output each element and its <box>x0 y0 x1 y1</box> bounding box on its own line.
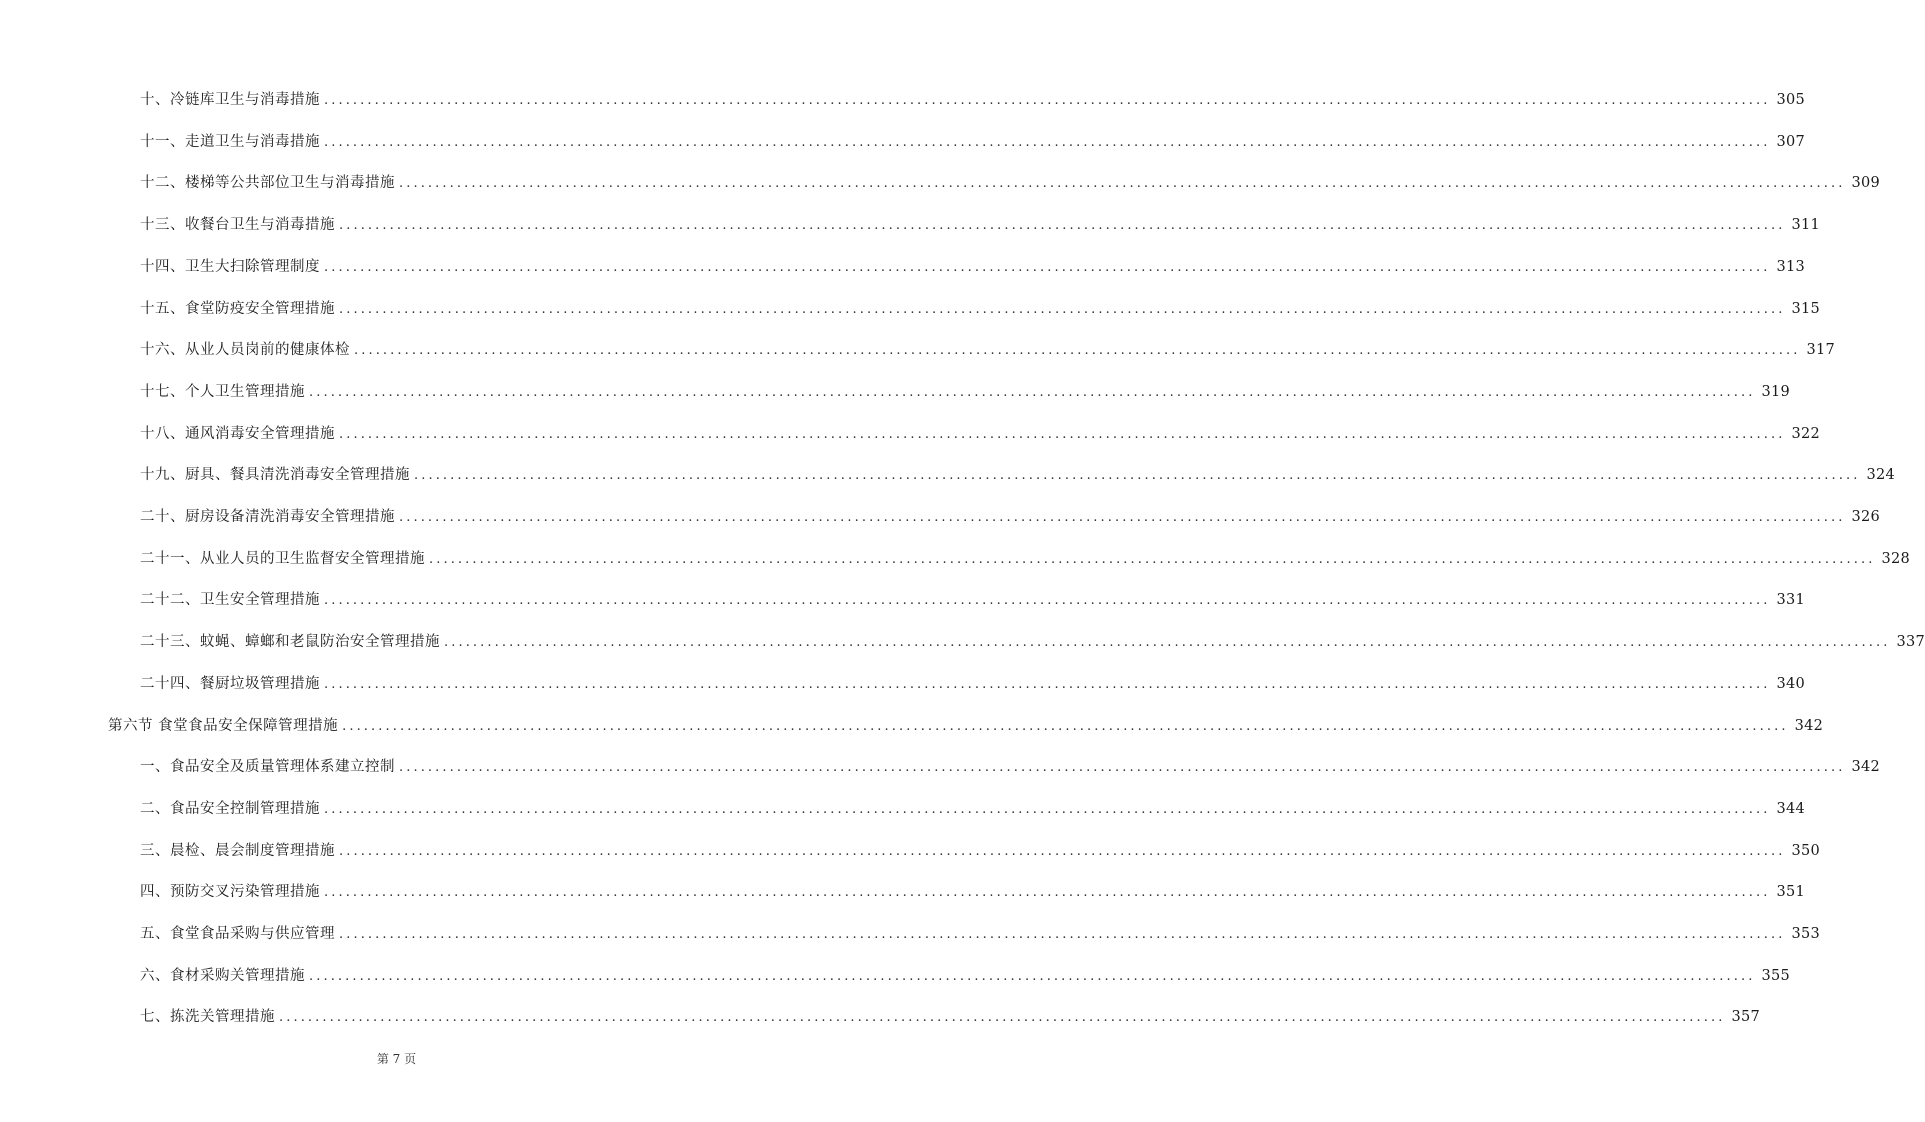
toc-page-number: 307 <box>1776 133 1806 150</box>
toc-entry-row[interactable] <box>140 840 1821 862</box>
toc-page-number: 355 <box>1761 967 1791 984</box>
dot-leader: ........................................................................................................................................................................................................ <box>339 927 1786 942</box>
toc-entry-title: 十、冷链库卫生与消毒措施 <box>140 92 320 108</box>
dot-leader: ........................................................................................................................................................................................................ <box>324 593 1771 609</box>
toc-entry-row[interactable] <box>140 298 1821 320</box>
dot-leader: ........................................................................................................................................................................................................ <box>324 259 1771 275</box>
toc-entry-title: 二十一、从业人员的卫生监督安全管理措施 <box>140 550 425 567</box>
toc-page-number: 331 <box>1776 592 1806 609</box>
toc-entry-row[interactable] <box>140 1006 1761 1028</box>
dot-leader: ........................................................................................................................................................................................................ <box>339 218 1786 234</box>
toc-entry-row[interactable] <box>140 172 1881 194</box>
dot-leader: ........................................................................................................................................................................................................ <box>354 343 1801 359</box>
toc-page-number: 328 <box>1881 550 1911 567</box>
dot-leader: ........................................................................................................................................................................................................ <box>324 93 1771 108</box>
toc-entry-row[interactable] <box>140 214 1821 236</box>
toc-entry-title: 十二、楼梯等公共部位卫生与消毒措施 <box>140 175 395 192</box>
toc-page-number: 353 <box>1791 926 1821 942</box>
toc-entry-row[interactable] <box>140 923 1821 945</box>
toc-section-row[interactable] <box>108 715 1824 737</box>
toc-entry-row[interactable] <box>140 506 1881 528</box>
toc-page-number: 350 <box>1791 842 1821 859</box>
dot-leader: ........................................................................................................................................................................................................ <box>399 176 1846 192</box>
toc-entry-row[interactable] <box>140 965 1791 987</box>
toc-page-number: 344 <box>1776 800 1806 817</box>
toc-page-number: 317 <box>1806 342 1836 359</box>
dot-leader: ........................................................................................................................................................................................................ <box>339 426 1786 442</box>
toc-entry-row[interactable] <box>140 881 1806 903</box>
toc-entry-row[interactable] <box>140 798 1806 820</box>
dot-leader: ........................................................................................................................................................................................................ <box>429 551 1876 567</box>
toc-entry-title: 四、预防交叉污染管理措施 <box>140 884 320 901</box>
toc-entry-title: 二十四、餐厨垃圾管理措施 <box>140 675 320 692</box>
toc-entry-row[interactable] <box>140 423 1821 445</box>
dot-leader: ........................................................................................................................................................................................................ <box>279 1010 1726 1026</box>
toc-page-number: 309 <box>1851 175 1881 192</box>
toc-page-number: 340 <box>1776 675 1806 692</box>
toc-page-number: 324 <box>1866 467 1896 484</box>
toc-entry-title: 七、拣洗关管理措施 <box>140 1009 275 1026</box>
toc-entry-title: 十四、卫生大扫除管理制度 <box>140 258 320 275</box>
toc-page-number: 315 <box>1791 300 1821 317</box>
dot-leader: ........................................................................................................................................................................................................ <box>444 635 1891 651</box>
toc-entry-row[interactable] <box>140 548 1911 570</box>
page-footer <box>0 1050 793 1067</box>
toc-entry-title: 十九、厨具、餐具清洗消毒安全管理措施 <box>140 467 410 484</box>
toc-page-number: 326 <box>1851 509 1881 525</box>
dot-leader: ........................................................................................................................................................................................................ <box>342 718 1789 734</box>
toc-entry-title: 十一、走道卫生与消毒措施 <box>140 133 320 150</box>
dot-leader: ........................................................................................................................................................................................................ <box>414 468 1861 484</box>
toc-page-number: 342 <box>1794 717 1824 734</box>
dot-leader: ........................................................................................................................................................................................................ <box>399 510 1846 525</box>
toc-entry-row[interactable] <box>140 631 1925 653</box>
dot-leader: ........................................................................................................................................................................................................ <box>309 968 1756 984</box>
toc-entry-title: 一、食品安全及质量管理体系建立控制 <box>140 759 395 776</box>
toc-entry-row[interactable] <box>140 131 1806 153</box>
toc-entry-title: 二、食品安全控制管理措施 <box>140 800 320 817</box>
toc-entry-row[interactable] <box>140 381 1791 403</box>
toc-entry-row[interactable] <box>140 464 1896 486</box>
toc-entry-title: 六、食材采购关管理措施 <box>140 967 305 984</box>
toc-entry-row[interactable] <box>140 756 1881 778</box>
dot-leader: ........................................................................................................................................................................................................ <box>339 843 1786 859</box>
toc-entry-row[interactable] <box>140 339 1836 361</box>
toc-entry-row[interactable] <box>140 89 1806 111</box>
toc-entry-title: 二十三、蚊蝇、蟑螂和老鼠防治安全管理措施 <box>140 634 440 651</box>
toc-entry-title: 十八、通风消毒安全管理措施 <box>140 425 335 442</box>
toc-entry-title: 三、晨检、晨会制度管理措施 <box>140 842 335 859</box>
dot-leader: ........................................................................................................................................................................................................ <box>324 885 1771 901</box>
toc-page-number: 311 <box>1791 217 1821 234</box>
toc-page-number: 337 <box>1896 634 1925 651</box>
toc-entry-title: 十七、个人卫生管理措施 <box>140 383 305 400</box>
toc-entry-title: 二十、厨房设备清洗消毒安全管理措施 <box>140 509 395 525</box>
toc-page-number: 313 <box>1776 258 1806 275</box>
toc-entry-title: 第六节 食堂食品安全保障管理措施 <box>108 717 339 734</box>
toc-page-number: 342 <box>1851 759 1881 776</box>
toc-page-number: 357 <box>1731 1009 1761 1026</box>
toc-entry-title: 十六、从业人员岗前的健康体检 <box>140 342 350 359</box>
toc-page-number: 351 <box>1776 884 1806 901</box>
toc-entry-row[interactable] <box>140 673 1806 695</box>
dot-leader: ........................................................................................................................................................................................................ <box>309 384 1756 400</box>
toc-entry-title: 十三、收餐台卫生与消毒措施 <box>140 217 335 234</box>
toc-entry-title: 十五、食堂防疫安全管理措施 <box>140 300 335 317</box>
toc-entry-row[interactable] <box>140 589 1806 611</box>
dot-leader: ........................................................................................................................................................................................................ <box>339 301 1786 317</box>
dot-leader: ........................................................................................................................................................................................................ <box>399 760 1846 776</box>
dot-leader: ........................................................................................................................................................................................................ <box>324 676 1771 692</box>
toc-page-number: 305 <box>1776 92 1806 108</box>
toc-entry-title: 二十二、卫生安全管理措施 <box>140 592 320 609</box>
page-number-label: 第 7 页 <box>376 1052 417 1066</box>
toc-entry-row[interactable] <box>140 256 1806 278</box>
toc-page-number: 319 <box>1761 383 1791 400</box>
toc-page-number: 322 <box>1791 425 1821 442</box>
dot-leader: ........................................................................................................................................................................................................ <box>324 801 1771 817</box>
dot-leader: ........................................................................................................................................................................................................ <box>324 134 1771 150</box>
toc-entry-title: 五、食堂食品采购与供应管理 <box>140 926 335 942</box>
